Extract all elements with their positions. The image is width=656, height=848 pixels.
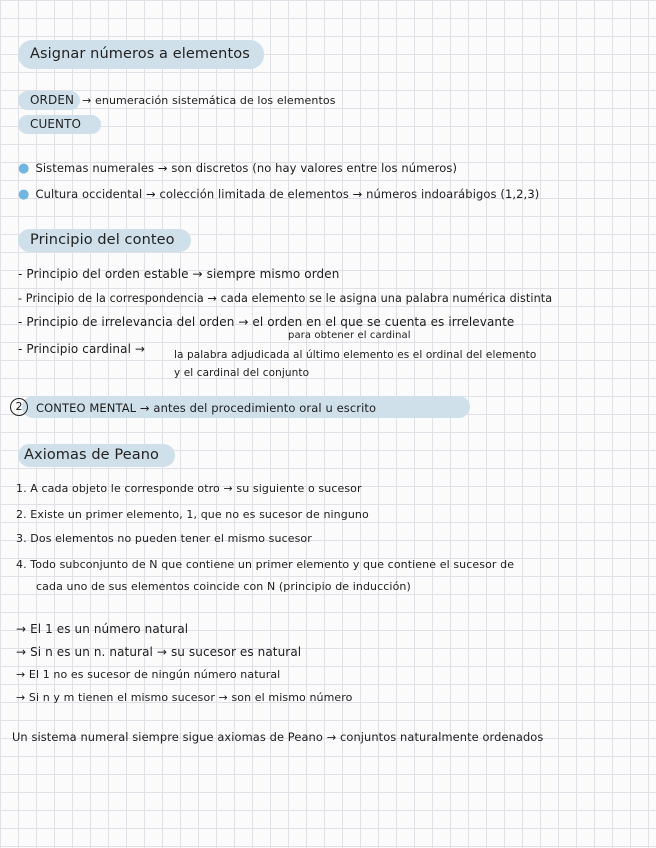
principio-item: - Principio del orden estable → siempre mismo orden	[18, 267, 340, 281]
irrelevancia-note: para obtener el cardinal	[288, 330, 411, 341]
bullet-item	[18, 187, 539, 202]
bullet-text: Cultura occidental → colección limitada de elementos → números indoarábigos (1,2,3)	[35, 187, 540, 201]
bullet-item	[18, 161, 457, 176]
cardinal-line: y el cardinal del conjunto	[174, 367, 310, 379]
page-title	[18, 40, 264, 69]
principio-item: - Principio de irrelevancia del orden → el orden en el que se cuenta es irrelevante	[18, 315, 515, 329]
bullet-text: Sistemas numerales → son discretos (no hay valores entre los números)	[35, 161, 458, 175]
peano-axiom: 2. Existe un primer elemento, 1, que no es sucesor de ninguno	[16, 508, 369, 521]
conclusion-text: Un sistema numeral siempre sigue axiomas de Peano → conjuntos naturalmente ordenados	[12, 730, 544, 744]
principio-item: - Principio cardinal →	[18, 342, 146, 356]
peano-arrow-item: → Si n es un n. natural → su sucesor es natural	[16, 645, 302, 659]
conteo-mental-line	[10, 398, 376, 416]
cuento-label: CUENTO	[18, 115, 101, 134]
peano-arrow-item: → El 1 es un número natural	[16, 622, 189, 636]
peano-heading	[18, 444, 175, 467]
bullet-dot-icon: ●	[18, 161, 30, 176]
orden-label: ORDEN	[18, 91, 80, 110]
peano-axiom-continued: cada uno de sus elementos coincide con N (principio de inducción)	[36, 580, 411, 593]
peano-arrow-item: → El 1 no es sucesor de ningún número natural	[16, 668, 281, 681]
principio-item: - Principio de la correspondencia → cada elemento se le asigna una palabra numérica distinta	[18, 292, 553, 305]
title-text: Asignar números a elementos	[30, 46, 250, 62]
orden-text: → enumeración sistemática de los elementos	[82, 94, 336, 107]
orden-line	[18, 91, 336, 110]
conteo-mental-text: CONTEO MENTAL → antes del procedimiento oral u escrito	[36, 400, 377, 415]
peano-arrow-item: → Si n y m tienen el mismo sucesor → son el mismo número	[16, 691, 353, 704]
cardinal-line: la palabra adjudicada al último elemento es el ordinal del elemento	[174, 349, 537, 361]
principio-heading-text: Principio del conteo	[18, 229, 191, 252]
section-number-icon: 2	[10, 398, 28, 416]
peano-axiom: 1. A cada objeto le corresponde otro → su siguiente o sucesor	[16, 482, 362, 495]
peano-heading-text: Axiomas de Peano	[18, 444, 175, 467]
peano-axiom: 3. Dos elementos no pueden tener el mismo sucesor	[16, 532, 312, 545]
bullet-dot-icon: ●	[18, 187, 30, 202]
principio-heading	[18, 229, 191, 252]
cuento-line	[18, 115, 101, 134]
peano-axiom: 4. Todo subconjunto de N que contiene un primer elemento y que contiene el sucesor de	[16, 558, 515, 571]
title-highlight	[18, 40, 264, 69]
